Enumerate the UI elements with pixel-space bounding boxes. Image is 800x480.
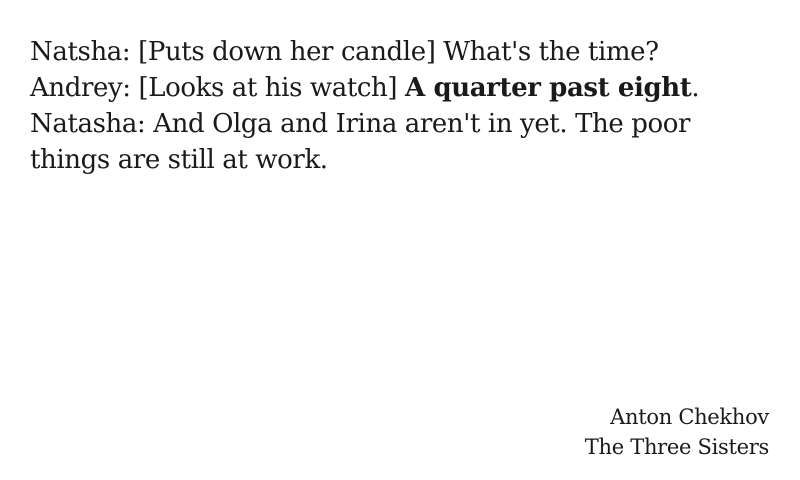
author-name: Anton Chekhov	[610, 405, 769, 429]
quote-block	[30, 34, 770, 178]
dialogue-line-3	[30, 106, 770, 178]
period: .	[691, 73, 700, 103]
speaker-natsha: Natsha:	[30, 37, 131, 67]
speaker-natasha: Natasha:	[30, 109, 146, 139]
stage-direction-2: [Looks at his watch]	[138, 73, 398, 103]
dialogue-line-2	[30, 70, 770, 106]
speaker-andrey: Andrey:	[30, 73, 131, 103]
work-title: The Three Sisters	[584, 435, 769, 459]
dialogue-text-1: [Puts down her candle] What's the time?	[138, 37, 659, 67]
dialogue-text-3: And Olga and Irina aren't in yet. The poor things are still at work.	[30, 109, 691, 175]
dialogue-line-1	[30, 34, 770, 70]
attribution	[585, 402, 769, 462]
emphasized-time: A quarter past eight	[405, 73, 692, 103]
